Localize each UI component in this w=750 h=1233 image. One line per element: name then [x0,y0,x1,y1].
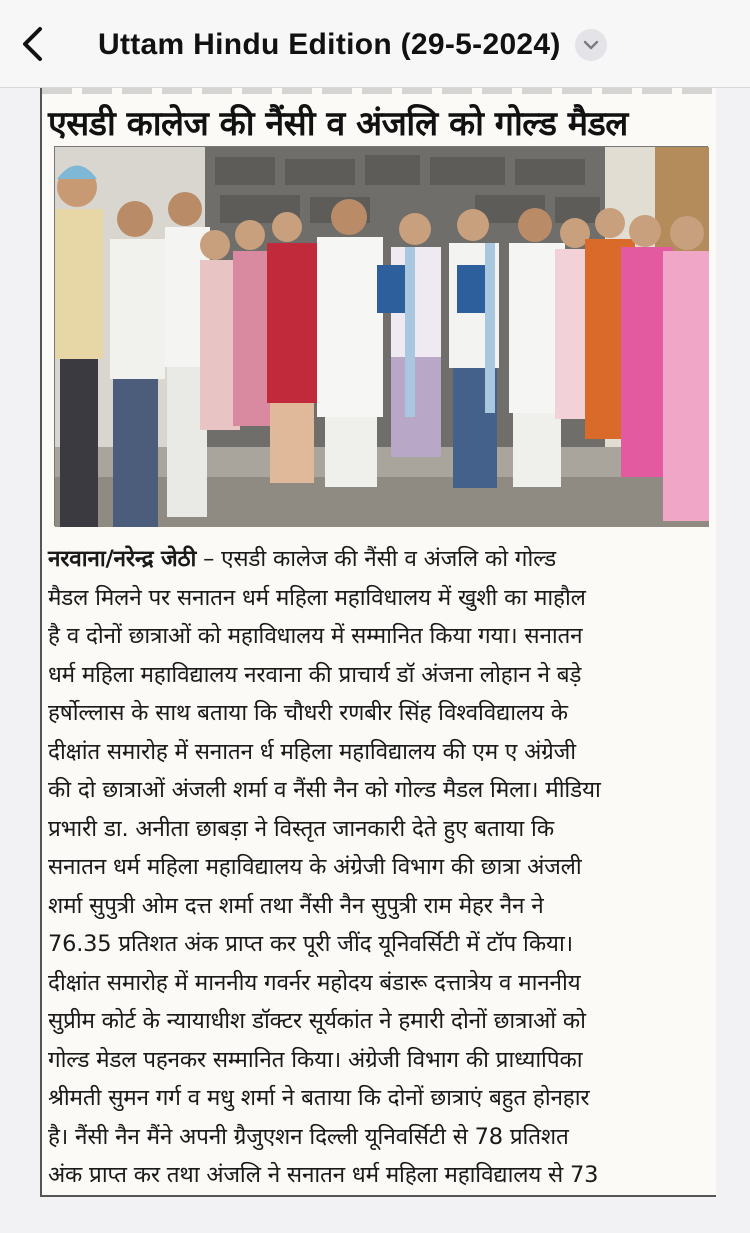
page-background [0,1197,750,1227]
article-body-line: सुप्रीम कोर्ट के न्यायाधीश डॉक्टर सूर्यकांत ने हमारी दोनों छात्राओं को [48,1002,708,1041]
newspaper-clipping [40,88,716,1195]
article-body-line: नरवाना/नरेन्द्र जेठी – एसडी कालेज की नैंसी व अंजलि को गोल्ड [48,540,708,579]
article-body-line: श्रीमती सुमन गर्ग व मधु शर्मा ने बताया कि दोनों छात्राएं बहुत होनहार [48,1079,708,1118]
article-body-line: है। नैंसी नैन मैंने अपनी ग्रैजुएशन दिल्ली यूनिवर्सिटी से 78 प्रतिशत [48,1118,708,1157]
chevron-left-icon [18,26,46,62]
article-body-line: प्रभारी डा. अनीता छाबड़ा ने विस्तृत जानकारी देते हुए बताया कि [48,810,708,849]
article-body-line: हर्षोल्लास के साथ बताया कि चौधरी रणबीर सिंह विश्वविद्यालय के [48,694,708,733]
article-body-line: 76.35 प्रतिशत अंक प्राप्त कर पूरी जींद यूनिवर्सिटी में टॉप किया। [48,925,708,964]
article-body-line: दीक्षांत समारोह में सनातन र्ध महिला महाविद्यालय की एम ए अंग्रेजी [48,733,708,772]
article-body-line: की दो छात्राओं अंजली शर्मा व नैंसी नैन को गोल्ड मैडल मिला। मीडिया [48,771,708,810]
article-body-line: मैडल मिलने पर सनातन धर्म महिला महाविधालय में खुशी का माहौल [48,579,708,618]
article-body-line: अंक प्राप्त कर तथा अंजलि ने सनातन धर्म महिला महाविद्यालय से 73 [48,1156,708,1195]
article-body-line: दीक्षांत समारोह में माननीय गवर्नर महोदय बंडारू दत्तात्रेय व माननीय [48,964,708,1003]
document-title: Uttam Hindu Edition (29-5-2024) [98,28,561,62]
document-title-dropdown[interactable] [98,24,607,66]
group-photo-illustration [55,147,709,527]
clipping-top-rule [42,88,718,94]
dropdown-toggle[interactable] [575,29,607,61]
article-body-line: गोल्ड मेडल पहनकर सम्मानित किया। अंग्रेजी विभाग की प्राध्यापिका [48,1041,708,1080]
article-body-line: सनातन धर्म महिला महाविद्यालय के अंग्रेजी विभाग की छात्रा अंजली [48,848,708,887]
back-button[interactable] [10,22,54,66]
article-body [48,540,708,1233]
article-body-line: धर्म महिला महाविद्यालय नरवाना की प्राचार्य डॉ अंजना लोहान ने बड़े [48,656,708,695]
article-body-line: है व दोनों छात्राओं को महाविधालय में सम्मानित किया गया। सनातन [48,617,708,656]
article-body-line: शर्मा सुपुत्री ओम दत्त शर्मा तथा नैंसी नैन सुपुत्री राम मेहर नैन ने [48,887,708,926]
article-byline: नरवाना/नरेन्द्र जेठी [48,546,196,572]
chevron-down-icon [583,39,599,51]
article-photo [54,146,708,526]
top-navigation-bar [0,0,750,88]
article-headline: एसडी कालेज की नैंसी व अंजलि को गोल्ड मैडल [48,100,698,150]
